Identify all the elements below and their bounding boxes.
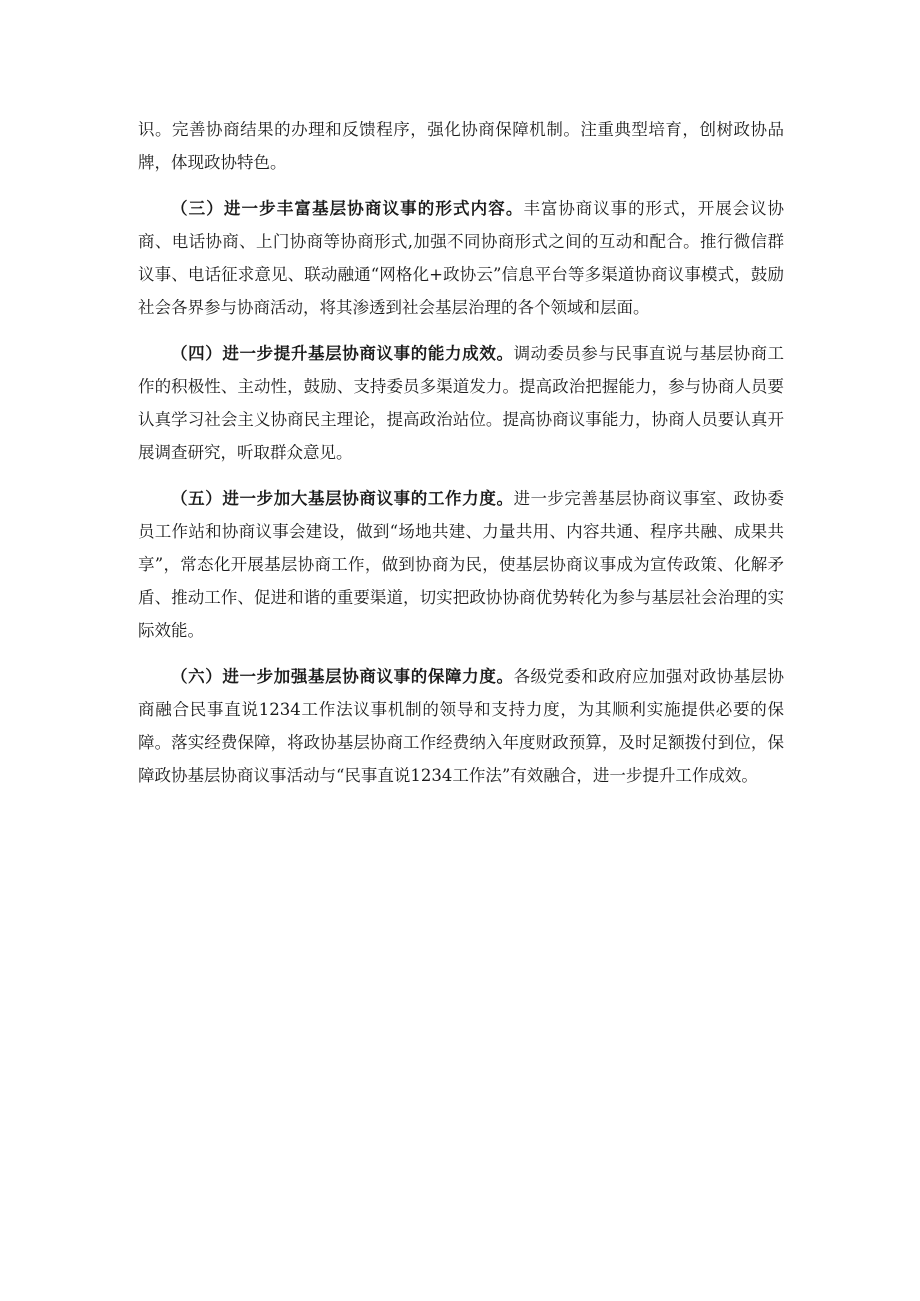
paragraph-section-3 (138, 192, 784, 324)
paragraph-section-4 (138, 337, 784, 469)
paragraph-body: 丰富协商议事的形式，开展会议协商、电话协商、上门协商等协商形式,加强不同协商形式之间的互动和配合。推行微信群议事、电话征求意见、联动融通“网格化+政协云”信息平台等多渠道协商议事模式，鼓励社会各界参与协商活动，将其渗透到社会基层治理的各个领域和层面。 (138, 199, 785, 317)
paragraph-body: 调动委员参与民事直说与基层协商工作的积极性、主动性，鼓励、支持委员多渠道发力。提高政治把握能力，参与协商人员要认真学习社会主义协商民主理论，提高政治站位。提高协商议事能力，协商人员要认真开展调查研究，听取群众意见。 (138, 344, 785, 462)
document-body (138, 113, 784, 805)
section-heading: （四）进一步提升基层协商议事的能力成效。 (171, 344, 514, 363)
paragraph-body: 识。完善协商结果的办理和反馈程序，强化协商保障机制。注重典型培育，创树政协品牌，体现政协特色。 (138, 120, 784, 172)
paragraph-continuation (138, 113, 784, 179)
section-heading: （五）进一步加大基层协商议事的工作力度。 (171, 489, 514, 508)
section-heading: （三）进一步丰富基层协商议事的形式内容。 (171, 199, 524, 218)
paragraph-body: 各级党委和政府应加强对政协基层协商融合民事直说1234工作法议事机制的领导和支持力度，为其顺利实施提供必要的保障。落实经费保障，将政协基层协商工作经费纳入年度财政预算，及时足额拨付到位，保障政协基层协商议事活动与“民事直说1234工作法”有效融合，进一步提升工作成效。 (138, 667, 785, 785)
paragraph-section-6 (138, 660, 784, 792)
paragraph-body: 进一步完善基层协商议事室、政协委员工作站和协商议事会建设，做到“场地共建、力量共用、内容共通、程序共融、成果共享”，常态化开展基层协商工作，做到协商为民，使基层协商议事成为宣传政策、化解矛盾、推动工作、促进和谐的重要渠道，切实把政协协商优势转化为参与基层社会治理的实际效能。 (138, 489, 785, 640)
section-heading: （六）进一步加强基层协商议事的保障力度。 (171, 667, 514, 686)
paragraph-section-5 (138, 482, 784, 647)
